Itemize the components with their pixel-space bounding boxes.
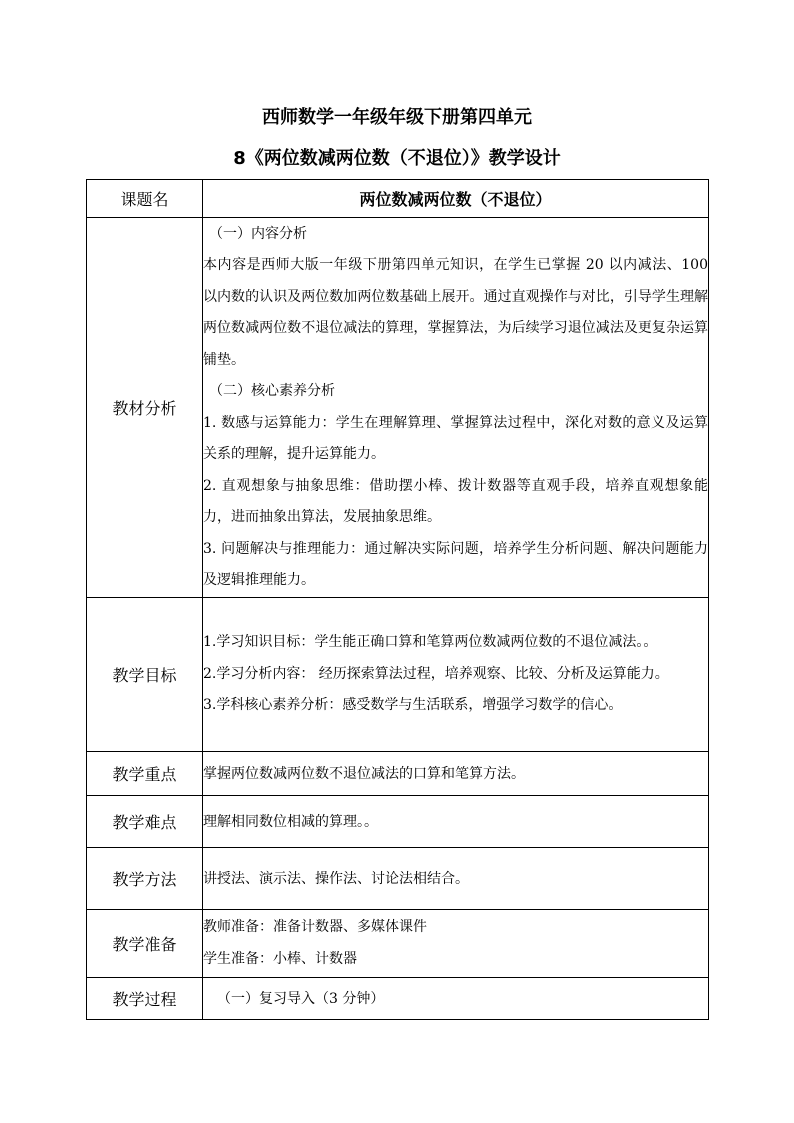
list-item: 3. 问题解决与推理能力：通过解决实际问题，培养学生分析问题、解决问题能力及逻辑推理能力。	[203, 540, 708, 588]
row-preparation	[87, 910, 709, 978]
row-material-analysis	[87, 218, 709, 598]
label-topic: 课题名	[87, 180, 203, 218]
row-process	[87, 978, 709, 1020]
row-difficulties	[87, 796, 709, 848]
list-item: 2.学习分析内容： 经历探索算法过程，培养观察、比较、分析及运算能力。	[203, 665, 669, 682]
value-methods: 讲授法、演示法、操作法、讨论法相结合。	[203, 848, 709, 910]
list-item: 1.学习知识目标：学生能正确口算和笔算两位数减两位数的不退位减法。。	[203, 634, 658, 651]
value-key-points: 掌握两位数减两位数不退位减法的口算和笔算方法。	[203, 752, 709, 796]
list-item: 1. 数感与运算能力：学生在理解算理、掌握算法过程中，深化对数的意义及运算关系的理解，提升运算能力。	[203, 414, 708, 462]
section-heading: （一）内容分析	[209, 225, 307, 242]
list-item: 3.学科核心素养分析：感受数学与生活联系，增强学习数学的信心。	[203, 697, 623, 714]
row-objectives	[87, 598, 709, 752]
section-heading: （二）核心素养分析	[209, 383, 335, 399]
label-key-points: 教学重点	[87, 752, 203, 796]
label-preparation: 教学准备	[87, 910, 203, 978]
row-methods	[87, 848, 709, 910]
label-methods: 教学方法	[87, 848, 203, 910]
value-material-analysis	[203, 218, 709, 598]
label-material-analysis: 教材分析	[87, 218, 203, 598]
value-topic: 两位数减两位数（不退位）	[203, 180, 709, 218]
list-item: 2. 直观想象与抽象思维：借助摆小棒、拨计数器等直观手段，培养直观想象能力，进而抽象出算法，发展抽象思维。	[203, 477, 708, 525]
row-key-points	[87, 752, 709, 796]
label-difficulties: 教学难点	[87, 796, 203, 848]
document-title: 西师数学一年级年级下册第四单元	[262, 107, 532, 128]
value-difficulties: 理解相同数位相减的算理。。	[203, 796, 709, 848]
lesson-plan-table	[86, 179, 709, 1020]
value-preparation	[203, 910, 709, 978]
label-process: 教学过程	[87, 978, 203, 1020]
paragraph: 本内容是西师大版一年级下册第四单元知识，在学生已掌握 20 以内减法、100 以内数的认识及两位数加两位数基础上展开。通过直观操作与对比，引导学生理解两位数减两位数不退位减法的算理，掌握算法，为后续学习退位减法及更复杂运算铺垫。	[203, 257, 708, 368]
value-objectives	[203, 598, 709, 752]
value-process: （一）复习导入（3 分钟）	[203, 978, 709, 1020]
label-objectives: 教学目标	[87, 598, 203, 752]
row-topic	[87, 180, 709, 218]
document-subtitle: 8《两位数减两位数（不退位）》教学设计	[233, 148, 561, 169]
list-item: 学生准备：小棒、计数器	[203, 950, 357, 967]
list-item: 教师准备：准备计数器、多媒体课件	[203, 919, 427, 935]
